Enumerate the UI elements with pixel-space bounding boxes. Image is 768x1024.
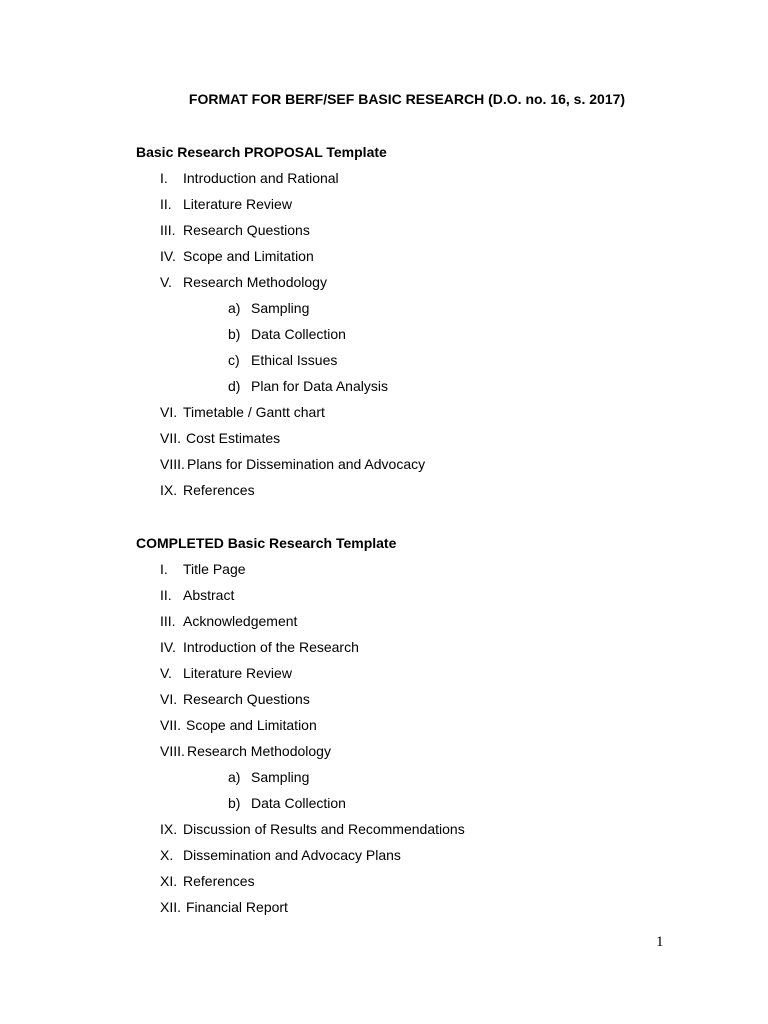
list-item: [136, 717, 696, 743]
list-item: [136, 899, 696, 925]
item-label: Scope and Limitation: [186, 717, 317, 733]
list-item: [136, 587, 696, 613]
item-label: Scope and Limitation: [183, 248, 314, 264]
item-number: IV.: [160, 248, 176, 264]
item-number: XII.: [160, 899, 182, 915]
item-number: II.: [160, 196, 172, 212]
item-label: Discussion of Results and Recommendations: [183, 821, 465, 837]
list-item: [136, 665, 696, 691]
item-number: IX.: [160, 821, 178, 837]
item-label: Ethical Issues: [251, 352, 338, 368]
item-number: XI.: [160, 873, 178, 889]
list-item: [136, 873, 696, 899]
item-number: IV.: [160, 639, 176, 655]
list-item: [136, 456, 696, 482]
item-label: Literature Review: [183, 665, 292, 681]
item-letter: a): [228, 769, 241, 785]
item-label: Timetable / Gantt chart: [183, 404, 325, 420]
item-label: Data Collection: [251, 326, 346, 342]
item-number: X.: [160, 847, 174, 863]
item-label: Plans for Dissemination and Advocacy: [187, 456, 426, 472]
list-item: [136, 691, 696, 717]
sub-list-item: [136, 326, 696, 352]
item-number: V.: [160, 665, 172, 681]
item-number: V.: [160, 274, 172, 290]
item-letter: c): [228, 352, 240, 368]
list-item: [136, 613, 696, 639]
item-number: III.: [160, 222, 176, 238]
item-number: IX.: [160, 482, 178, 498]
item-label: Title Page: [183, 561, 246, 577]
item-label: Sampling: [251, 769, 310, 785]
list-item: [136, 430, 696, 456]
item-label: Introduction and Rational: [183, 170, 339, 186]
item-number: VIII.: [160, 456, 185, 472]
item-label: References: [183, 482, 255, 498]
item-number: VII.: [160, 430, 182, 446]
proposal-section: [136, 144, 696, 508]
list-item: [136, 274, 696, 300]
item-label: Research Questions: [183, 222, 310, 238]
item-label: Data Collection: [251, 795, 346, 811]
item-label: Sampling: [251, 300, 310, 316]
item-label: References: [183, 873, 255, 889]
sub-list-item: [136, 378, 696, 404]
item-label: Literature Review: [183, 196, 292, 212]
item-number: I.: [160, 170, 168, 186]
item-label: Dissemination and Advocacy Plans: [183, 847, 401, 863]
list-item: [136, 170, 696, 196]
item-number: VIII.: [160, 743, 185, 759]
item-letter: b): [228, 326, 241, 342]
item-number: II.: [160, 587, 172, 603]
item-label: Plan for Data Analysis: [251, 378, 388, 394]
document-title: FORMAT FOR BERF/SEF BASIC RESEARCH (D.O. no. 16, s. 2017): [188, 91, 626, 107]
list-item: [136, 248, 696, 274]
proposal-heading: Basic Research PROPOSAL Template: [136, 144, 387, 160]
list-item: [136, 821, 696, 847]
sub-list-item: [136, 300, 696, 326]
item-label: Acknowledgement: [183, 613, 298, 629]
item-number: VI.: [160, 404, 178, 420]
sub-list-item: [136, 795, 696, 821]
item-number: VI.: [160, 691, 178, 707]
item-label: Introduction of the Research: [183, 639, 359, 655]
list-item: [136, 404, 696, 430]
list-item: [136, 561, 696, 587]
page-number: 1: [656, 934, 664, 950]
item-letter: a): [228, 300, 241, 316]
item-number: VII.: [160, 717, 182, 733]
item-letter: d): [228, 378, 241, 394]
completed-heading: COMPLETED Basic Research Template: [136, 535, 397, 551]
item-letter: b): [228, 795, 241, 811]
item-number: I.: [160, 561, 168, 577]
list-item: [136, 847, 696, 873]
item-label: Financial Report: [186, 899, 288, 915]
list-item: [136, 196, 696, 222]
completed-section: [136, 535, 696, 925]
list-item: [136, 743, 696, 769]
list-item: [136, 639, 696, 665]
item-label: Research Questions: [183, 691, 310, 707]
sub-list-item: [136, 352, 696, 378]
item-label: Abstract: [183, 587, 235, 603]
list-item: [136, 482, 696, 508]
item-number: III.: [160, 613, 176, 629]
item-label: Research Methodology: [187, 743, 331, 759]
sub-list-item: [136, 769, 696, 795]
item-label: Research Methodology: [183, 274, 327, 290]
item-label: Cost Estimates: [186, 430, 281, 446]
list-item: [136, 222, 696, 248]
